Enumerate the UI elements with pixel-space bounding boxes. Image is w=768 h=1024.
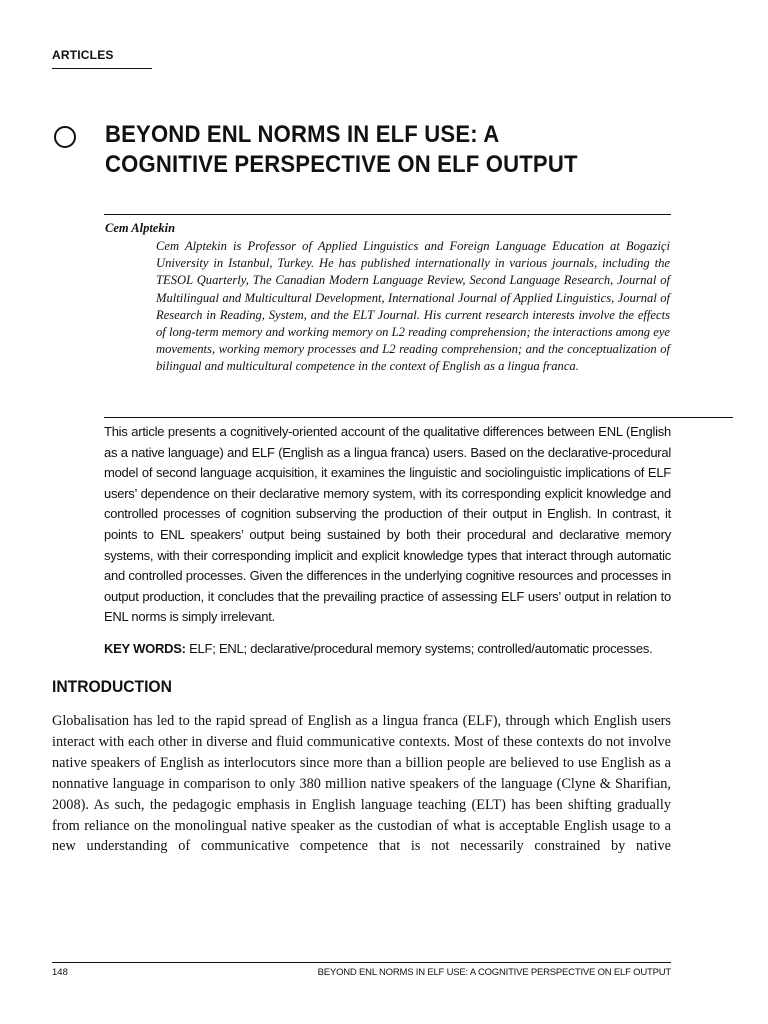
section-label: ARTICLES [52,48,114,62]
author-bio: Cem Alptekin is Professor of Applied Linguistics and Foreign Language Education at Bogaziçi University in Istanbul, Turkey. He has published internationally in various journals, including the TESOL Quarterly, The Canadian Modern Language Review, Second Language Research, Journal of Multilingual and Multicultural Development, International Journal of Applied Linguistics, Journal of Research in Reading, System, and the ELT Journal. His current research interests involve the effects of long-term memory and working memory on L2 reading comprehension; the interactions among eye movements, working memory processes and L2 reading comprehension; and the conceptualization of bilingual and multicultural competence in the context of English as a lingua franca. [156,239,670,374]
article-title: BEYOND ENL NORMS IN ELF USE: A COGNITIVE PERSPECTIVE ON ELF OUTPUT [105,121,578,178]
page-number: 148 [52,967,68,978]
running-title: BEYOND ENL NORMS IN ELF USE: A COGNITIVE PERSPECTIVE ON ELF OUTPUT [317,967,671,978]
author-bottom-rule [104,417,733,418]
section-label-underline [52,68,152,69]
keywords-label: KEY WORDS: [104,641,186,656]
section-heading: INTRODUCTION [52,677,172,696]
keywords-text: ELF; ENL; declarative/procedural memory systems; controlled/automatic processes. [185,641,653,656]
author-top-rule [104,214,671,215]
footer-rule [52,962,671,963]
keywords [104,639,671,659]
body-paragraph: Globalisation has led to the rapid spread of English as a lingua franca (ELF), through which English users interact with each other in diverse and fluid communicative contexts. Most of these contexts do not involve native speakers of English as interlocutors since more than a billion people are believed to use English as a nonnative language in comparison to only 380 million native speakers of the language (Clyne & Sharifian, 2008). As such, the pedagogic emphasis in English language teaching (ELT) has been shifting gradually from reliance on the monolingual native speaker as the custodian of what is acceptable English usage to a new understanding of communicative competence that is not necessarily constrained by native [52,713,671,855]
circle-bullet-icon [54,126,76,148]
author-name: Cem Alptekin [105,221,176,235]
abstract: This article presents a cognitively-oriented account of the qualitative differences between ENL (English as a native language) and ELF (English as a lingua franca) users. Based on the declarative-procedural model of second language acquisition, it examines the linguistic and sociolinguistic implications of ELF users’ dependence on their declarative memory system, with its corresponding explicit knowledge and controlled processes of cognition subserving the production of their output in English. In contrast, it points to ENL speakers’ output being sustained by both their procedural and declarative memory systems, with their corresponding implicit and explicit knowledge types that interact through automatic and controlled processes. Given the differences in the underlying cognitive resources and processes in output production, it concludes that the prevailing practice of assessing ELF users’ output in relation to ENL norms is simply irrelevant. [104,424,671,625]
